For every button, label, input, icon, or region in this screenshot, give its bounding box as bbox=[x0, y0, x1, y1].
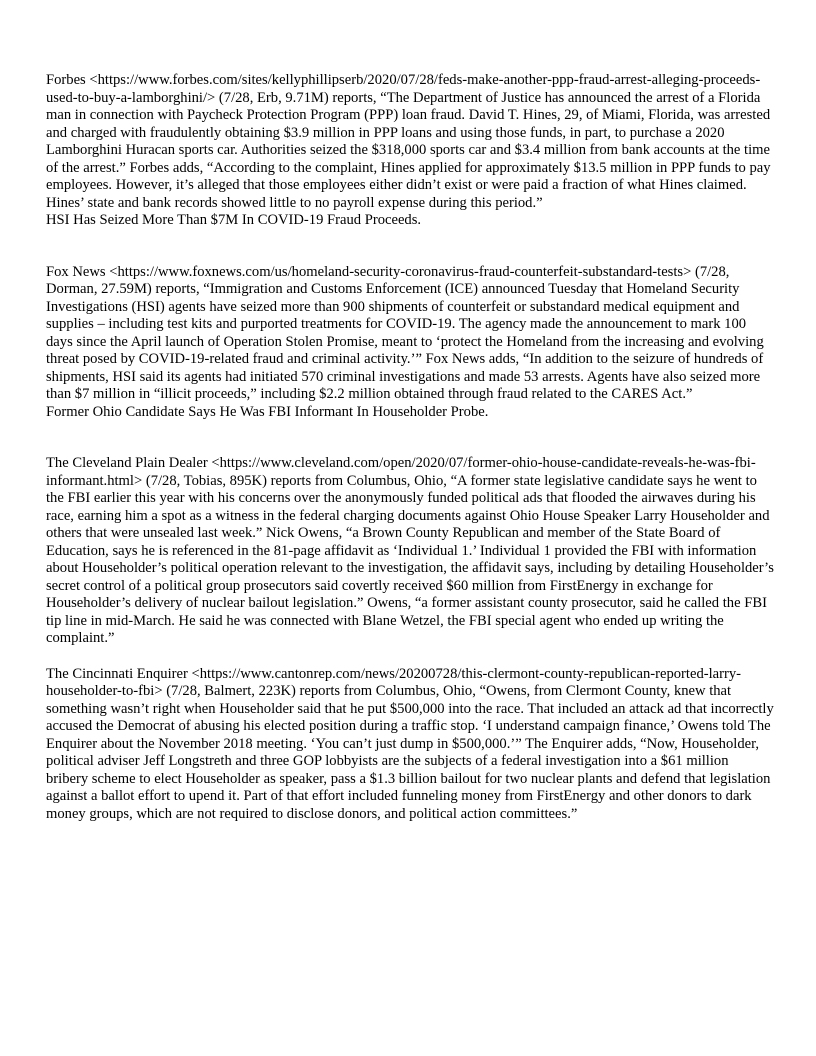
cincinnati-enquirer-paragraph: The Cincinnati Enquirer <https://www.cantonrep.com/news/20200728/this-clermont-county-republican-reported-larry-householder-to-fbi> (7/28, Balmert, 223K) reports from Columbus, Ohio, “Owens, from Clermont County, knew that something wasn’t right when Householder said that he put $500,000 into the race. That included an attack ad that incorrectly accused the Democrat of abusing his elected position during a traffic stop. ‘I understand campaign finance,’ Owens told The Enquirer about the November 2018 meeting. ‘You can’t just dump in $500,000.’” The Enquirer adds, “Now, Householder, political adviser Jeff Longstreth and three GOP lobbyists are the subjects of a federal investigation into a $61 million bribery scheme to elect Householder as speaker, pass a $1.3 billion bailout for two nuclear plants and defend that legislation against a ballot effort to upend it. Part of that effort included funneling money from FirstEnergy and other donors to dark money groups, which are not required to disclose donors, and political action committees.” bbox=[46, 665, 774, 822]
hsi-seized-headline: HSI Has Seized More Than $7M In COVID-19 Fraud Proceeds. bbox=[46, 212, 422, 228]
ohio-candidate-headline: Former Ohio Candidate Says He Was FBI Informant In Householder Probe. bbox=[46, 403, 489, 420]
cleveland-plain-dealer-paragraph: The Cleveland Plain Dealer <https://www.cleveland.com/open/2020/07/former-ohio-house-candidate-reveals-he-was-fbi-informant.html> (7/28, Tobias, 895K) reports from Columbus, Ohio, “A former state legislative candidate says he went to the FBI earlier this year with his concerns over the anonymously funded political ads that flooded the airwaves during his race, earning him a spot as a witness in the federal charging documents against Ohio House Speaker Larry Householder and others that were unsealed last week.” Nick Owens, “a Brown County Republican and member of the State Board of Education, says he is referenced in the 81-page affidavit as ‘Individual 1.’ Individual 1 provided the FBI with information about Householder’s political operation relevant to the investigation, the affidavit says, including by detailing Householder’s secret control of a political group prosecutors said covertly received $60 million from FirstEnergy in exchange for Householder’s delivery of nuclear bailout legislation.” Owens, “a former assistant county prosecutor, said he called the FBI tip line in mid-March. He said he was connected with Blane Wetzel, the FBI special agent who ended up writing the complaint.” bbox=[46, 455, 774, 646]
forbes-ppp-fraud-paragraph: Forbes <https://www.forbes.com/sites/kellyphillipserb/2020/07/28/feds-make-another-ppp-fraud-arrest-alleging-proceeds-used-to-buy-a-lamborghini/> (7/28, Erb, 9.71M) reports, “The Department of Justice has announced the arrest of a Florida man in connection with Paycheck Protection Program (PPP) loan fraud. David T. Hines, 29, of Miami, Florida, was arrested and charged with fraudulently obtaining $3.9 million in PPP loans and using those funds, in part, to purchase a 2020 Lamborghini Huracan sports car. Authorities seized the $318,000 sports car and $3.4 million from bank accounts at the time of the arrest.” Forbes adds, “According to the complaint, Hines applied for approximately $13.5 million in PPP funds to pay employees. However, it’s alleged that those employees either didn’t exist or were paid a fraction of what Hines claimed. Hines’ state and bank records showed little to no payroll expense during this period.” bbox=[46, 72, 771, 211]
fox-news-hsi-paragraph: Fox News <https://www.foxnews.com/us/homeland-security-coronavirus-fraud-counterfeit-substandard-tests> (7/28, Dorman, 27.59M) reports, “Immigration and Customs Enforcement (ICE) announced Tuesday that Homeland Security Investigations (HSI) agents have seized more than 900 shipments of counterfeit or substandard medical equipment and supplies – including test kits and purported treatments for COVID-19. The agency made the announcement to mark 100 days since the April launch of Operation Stolen Promise, meant to ‘protect the Homeland from the increasing and evolving threat posed by COVID-19-related fraud and criminal activity.’” Fox News adds, “In addition to the seizure of hundreds of shipments, HSI said its agents had initiated 570 criminal investigations and made 53 arrests. Agents have also seized more than $7 million in “illicit proceeds,” including $2.2 million obtained through fraud related to the CARES Act.” bbox=[46, 263, 764, 402]
document-page bbox=[46, 72, 774, 823]
